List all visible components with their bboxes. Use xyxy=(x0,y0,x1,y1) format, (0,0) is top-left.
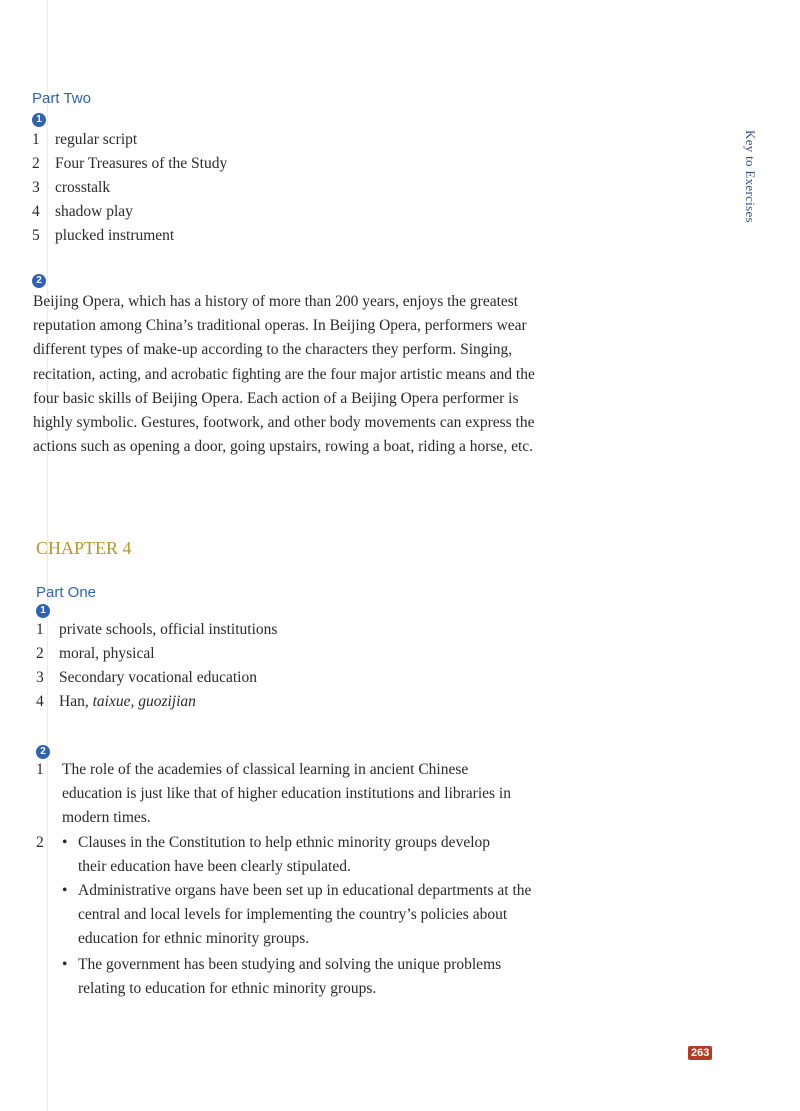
item-text: Four Treasures of the Study xyxy=(55,155,228,172)
item-number: 1 xyxy=(32,131,40,148)
list-item xyxy=(36,690,277,714)
part-two-exercise-1-list xyxy=(32,128,227,248)
list-item xyxy=(36,642,277,666)
item-number: 1 xyxy=(36,621,44,638)
item-text: regular script xyxy=(55,131,138,148)
exercise-1-badge: 1 xyxy=(32,113,46,127)
exercise-2-badge: 2 xyxy=(32,274,46,288)
bullet-text: Clauses in the Constitution to help ethnic minority groups develop their education have been clearly stipulated. xyxy=(78,834,490,876)
answer-2-number: 2 xyxy=(36,834,44,851)
running-side-label: Key to Exercises xyxy=(743,130,758,223)
list-item xyxy=(36,618,277,642)
answer-text: The role of the academies of classical learning in ancient Chinese education is just like that of higher education institutions and libraries in modern times. xyxy=(62,761,511,827)
page-number: 263 xyxy=(688,1046,712,1060)
item-text: Secondary vocational education xyxy=(59,669,257,686)
exercise-1-badge: 1 xyxy=(36,604,50,618)
answer-2-bullet: • The government has been studying and solving the unique problems relating to education for ethnic minority groups. xyxy=(62,956,502,998)
chapter-title: CHAPTER 4 xyxy=(36,538,132,558)
part-two-heading: Part Two xyxy=(32,90,91,107)
answer-1 xyxy=(36,758,516,831)
item-number: 3 xyxy=(36,669,44,686)
item-text: shadow play xyxy=(55,203,133,220)
item-number: 2 xyxy=(32,155,40,172)
list-item xyxy=(32,128,227,152)
bullet-text: The government has been studying and solving the unique problems relating to education for ethnic minority groups. xyxy=(78,956,502,998)
item-number: 4 xyxy=(36,693,44,710)
answer-2-bullet: • Clauses in the Constitution to help ethnic minority groups develop their education have been clearly stipulated. xyxy=(62,834,490,876)
item-text: private schools, official institutions xyxy=(59,621,278,638)
answer-2-bullet: • Administrative organs have been set up in educational departments at the central and local levels for implementing the country’s policies about education for ethnic minority groups. xyxy=(62,882,532,948)
exercise-2-badge: 2 xyxy=(36,745,50,759)
list-item xyxy=(32,152,227,176)
item-text: crosstalk xyxy=(55,179,111,196)
part-one-heading: Part One xyxy=(36,584,97,601)
list-item xyxy=(32,200,227,224)
list-item xyxy=(36,666,277,690)
beijing-opera-paragraph: Beijing Opera, which has a history of more than 200 years, enjoys the greatest reputation among China’s traditional operas. In Beijing Opera, performers wear different types of make-up according to the characters they perform. Singing, recitation, acting, and acrobatic fighting are the four major artistic means and the four basic skills of Beijing Opera. Each action of a Beijing Opera performer is highly symbolic. Gestures, footwork, and other body movements can express the actions such as opening a door, going upstairs, rowing a boat, riding a horse, etc. xyxy=(33,293,535,456)
answer-number: 1 xyxy=(36,761,44,778)
list-item xyxy=(32,176,227,200)
item-text: Han, xyxy=(59,693,93,710)
item-number: 5 xyxy=(32,227,40,244)
part-one-exercise-1-list xyxy=(36,618,277,714)
bullet-text: Administrative organs have been set up in educational departments at the central and local levels for implementing the country’s policies about education for ethnic minority groups. xyxy=(78,882,532,948)
item-number: 2 xyxy=(36,645,44,662)
item-number: 3 xyxy=(32,179,40,196)
list-item xyxy=(32,224,227,248)
item-text: moral, physical xyxy=(59,645,155,662)
item-number: 4 xyxy=(32,203,40,220)
item-text-italic: taixue, guozijian xyxy=(92,693,196,710)
item-text: plucked instrument xyxy=(55,227,175,244)
